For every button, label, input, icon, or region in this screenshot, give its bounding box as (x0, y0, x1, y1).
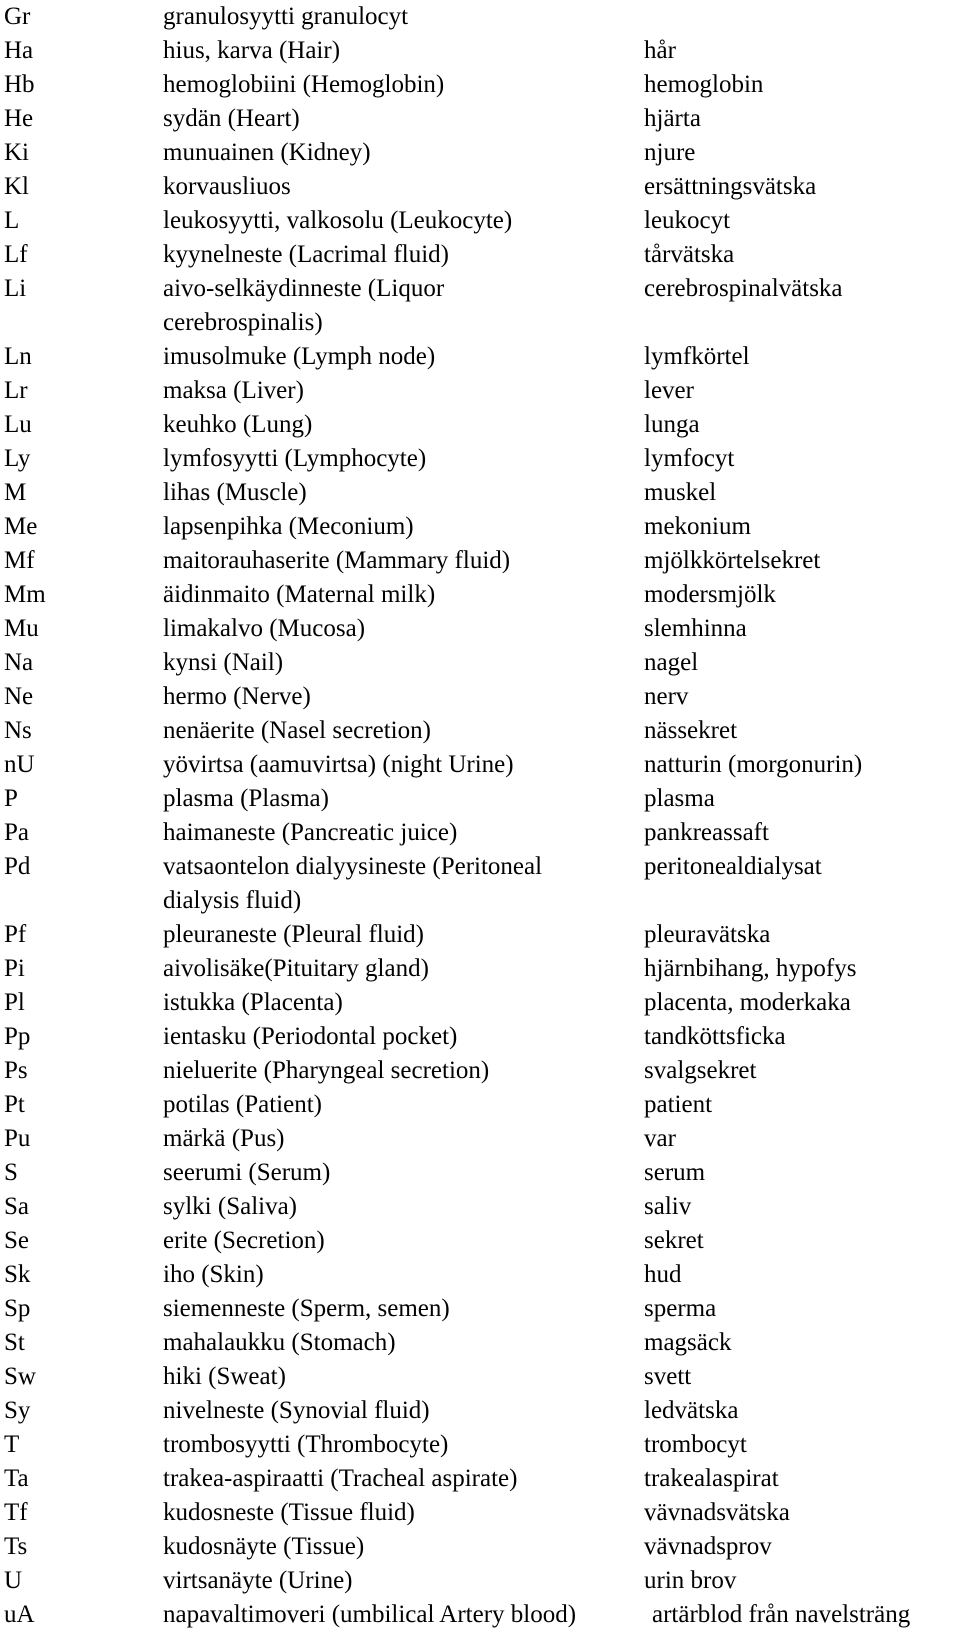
swedish-term: var (644, 1125, 676, 1152)
finnish-term: lymfosyytti (Lymphocyte) (163, 445, 427, 472)
finnish-term: sydän (Heart) (163, 105, 300, 132)
swedish-term: hjärta (644, 105, 701, 132)
finnish-term: sylki (Saliva) (163, 1193, 298, 1220)
finnish-term: kynsi (Nail) (163, 649, 284, 676)
swedish-term: saliv (644, 1193, 692, 1220)
finnish-term: mahalaukku (Stomach) (163, 1329, 396, 1356)
swedish-term: placenta, moderkaka (644, 989, 851, 1016)
abbreviation-code: Pu (4, 1125, 31, 1152)
table-row (0, 1360, 960, 1394)
table-row (0, 238, 960, 272)
table-row (0, 0, 960, 34)
swedish-term: mjölkkörtelsekret (644, 547, 821, 574)
abbreviation-code: He (4, 105, 34, 132)
table-row (0, 340, 960, 374)
finnish-term: lihas (Muscle) (163, 479, 307, 506)
table-row (0, 850, 960, 918)
table-row (0, 1088, 960, 1122)
table-row (0, 204, 960, 238)
table-row (0, 1020, 960, 1054)
table-row (0, 68, 960, 102)
finnish-term: märkä (Pus) (163, 1125, 285, 1152)
table-row (0, 442, 960, 476)
swedish-term: hjärnbihang, hypofys (644, 955, 857, 982)
swedish-term: hud (644, 1261, 682, 1288)
abbreviation-code: Mm (4, 581, 46, 608)
abbreviation-code: Sw (4, 1363, 36, 1390)
finnish-term: maksa (Liver) (163, 377, 304, 404)
table-row (0, 1394, 960, 1428)
swedish-term: ersättningsvätska (644, 173, 817, 200)
swedish-term: artärblod från navelsträng (652, 1601, 911, 1628)
abbreviation-code: Tf (4, 1499, 28, 1526)
abbreviation-code: Se (4, 1227, 29, 1254)
swedish-term: trakealaspirat (644, 1465, 779, 1492)
finnish-term: leukosyytti, valkosolu (Leukocyte) (163, 207, 513, 234)
swedish-term: sperma (644, 1295, 717, 1322)
abbreviation-code: nU (4, 751, 35, 778)
finnish-term: istukka (Placenta) (163, 989, 343, 1016)
abbreviation-code: Ta (4, 1465, 29, 1492)
finnish-term: nenäerite (Nasel secretion) (163, 717, 431, 744)
finnish-term: trakea-aspiraatti (Tracheal aspirate) (163, 1465, 518, 1492)
finnish-term: siemenneste (Sperm, semen) (163, 1295, 450, 1322)
swedish-term: vävnadsvätska (644, 1499, 790, 1526)
table-row (0, 646, 960, 680)
table-row (0, 408, 960, 442)
swedish-term: pleuravätska (644, 921, 771, 948)
table-row (0, 34, 960, 68)
finnish-term: ientasku (Periodontal pocket) (163, 1023, 458, 1050)
table-row (0, 510, 960, 544)
finnish-term: hemoglobiini (Hemoglobin) (163, 71, 445, 98)
abbreviation-code: U (4, 1567, 23, 1594)
table-row (0, 680, 960, 714)
swedish-term: vävnadsprov (644, 1533, 772, 1560)
abbreviation-code: T (4, 1431, 20, 1458)
finnish-term: haimaneste (Pancreatic juice) (163, 819, 458, 846)
abbreviation-code: Ln (4, 343, 32, 370)
abbreviation-code: Sa (4, 1193, 29, 1220)
swedish-term: slemhinna (644, 615, 747, 642)
swedish-term: plasma (644, 785, 715, 812)
swedish-term: leukocyt (644, 207, 731, 234)
swedish-term: natturin (morgonurin) (644, 751, 863, 778)
abbreviation-code: Ki (4, 139, 29, 166)
abbreviation-code: Lu (4, 411, 32, 438)
swedish-term: urin brov (644, 1567, 737, 1594)
finnish-term: napavaltimoveri (umbilical Artery blood) (163, 1601, 577, 1628)
abbreviation-code: Ps (4, 1057, 28, 1084)
finnish-term: kyynelneste (Lacrimal fluid) (163, 241, 449, 268)
swedish-term: tandköttsficka (644, 1023, 786, 1050)
table-row (0, 1258, 960, 1292)
table-row (0, 1224, 960, 1258)
swedish-term: patient (644, 1091, 713, 1118)
table-row (0, 1190, 960, 1224)
finnish-term: potilas (Patient) (163, 1091, 322, 1118)
finnish-term: maitorauhaserite (Mammary fluid) (163, 547, 511, 574)
abbreviation-code: M (4, 479, 27, 506)
abbreviation-code: Mu (4, 615, 39, 642)
finnish-term: trombosyytti (Thrombocyte) (163, 1431, 449, 1458)
finnish-term: aivolisäke(Pituitary gland) (163, 955, 429, 982)
swedish-term: lever (644, 377, 694, 404)
finnish-term: plasma (Plasma) (163, 785, 329, 812)
finnish-term: vatsaontelon dialyysineste (Peritoneal dialysis fluid) (163, 853, 543, 914)
finnish-term: virtsanäyte (Urine) (163, 1567, 353, 1594)
table-row (0, 748, 960, 782)
abbreviation-code: Me (4, 513, 38, 540)
table-row (0, 952, 960, 986)
finnish-term: korvausliuos (163, 173, 291, 200)
finnish-term: lapsenpihka (Meconium) (163, 513, 414, 540)
table-row (0, 1156, 960, 1190)
table-row (0, 1292, 960, 1326)
swedish-term: magsäck (644, 1329, 732, 1356)
abbreviation-code: Ts (4, 1533, 28, 1560)
finnish-term: granulosyytti granulocyt (163, 3, 409, 30)
abbreviation-code: Na (4, 649, 34, 676)
abbreviation-code: St (4, 1329, 25, 1356)
swedish-term: sekret (644, 1227, 704, 1254)
abbreviation-code: Ne (4, 683, 34, 710)
swedish-term: pankreassaft (644, 819, 769, 846)
table-row (0, 374, 960, 408)
abbreviation-code: Sy (4, 1397, 31, 1424)
finnish-term: imusolmuke (Lymph node) (163, 343, 436, 370)
table-row (0, 1122, 960, 1156)
swedish-term: hår (644, 37, 676, 64)
abbreviation-code: Ns (4, 717, 32, 744)
abbreviation-code: Hb (4, 71, 35, 98)
table-row (0, 544, 960, 578)
abbreviation-code: Mf (4, 547, 35, 574)
table-row (0, 170, 960, 204)
finnish-term: kudosnäyte (Tissue) (163, 1533, 365, 1560)
abbreviation-code: Pa (4, 819, 29, 846)
table-row (0, 1326, 960, 1360)
abbreviation-code: Pi (4, 955, 25, 982)
abbreviation-code: Pl (4, 989, 25, 1016)
swedish-term: svett (644, 1363, 692, 1390)
swedish-term: nässekret (644, 717, 738, 744)
table-row (0, 1496, 960, 1530)
abbreviation-code: Lr (4, 377, 28, 404)
finnish-term: nivelneste (Synovial fluid) (163, 1397, 430, 1424)
finnish-term: keuhko (Lung) (163, 411, 313, 438)
table-row (0, 476, 960, 510)
finnish-term: munuainen (Kidney) (163, 139, 371, 166)
table-row (0, 612, 960, 646)
abbreviation-code: Li (4, 275, 27, 302)
finnish-term: kudosneste (Tissue fluid) (163, 1499, 415, 1526)
table-row (0, 578, 960, 612)
table-row (0, 272, 960, 340)
abbreviation-code: Pd (4, 853, 31, 880)
table-row (0, 782, 960, 816)
abbreviation-code: S (4, 1159, 18, 1186)
abbreviation-code: Sk (4, 1261, 31, 1288)
swedish-term: svalgsekret (644, 1057, 757, 1084)
swedish-term: trombocyt (644, 1431, 747, 1458)
abbreviation-code: Ha (4, 37, 34, 64)
table-row (0, 1530, 960, 1564)
swedish-term: serum (644, 1159, 706, 1186)
table-row (0, 918, 960, 952)
abbreviation-code: Lf (4, 241, 28, 268)
abbreviation-code: Pp (4, 1023, 31, 1050)
finnish-term: erite (Secretion) (163, 1227, 325, 1254)
table-row (0, 1462, 960, 1496)
swedish-term: nerv (644, 683, 689, 710)
swedish-term: nagel (644, 649, 699, 676)
abbreviation-code: Pt (4, 1091, 25, 1118)
table-row (0, 1564, 960, 1598)
finnish-term: hiki (Sweat) (163, 1363, 286, 1390)
swedish-term: muskel (644, 479, 717, 506)
abbreviation-code: P (4, 785, 18, 812)
abbreviation-code: uA (4, 1601, 35, 1628)
table-row (0, 102, 960, 136)
swedish-term: lunga (644, 411, 700, 438)
abbreviation-code: Ly (4, 445, 31, 472)
swedish-term: ledvätska (644, 1397, 739, 1424)
abbreviation-code: Sp (4, 1295, 31, 1322)
swedish-term: tårvätska (644, 241, 735, 268)
swedish-term: njure (644, 139, 696, 166)
abbreviation-code: Gr (4, 3, 31, 30)
swedish-term: peritonealdialysat (644, 853, 822, 880)
finnish-term: äidinmaito (Maternal milk) (163, 581, 436, 608)
table-row (0, 1428, 960, 1462)
finnish-term: hius, karva (Hair) (163, 37, 341, 64)
finnish-term: nieluerite (Pharyngeal secretion) (163, 1057, 490, 1084)
finnish-term: iho (Skin) (163, 1261, 264, 1288)
finnish-term: hermo (Nerve) (163, 683, 311, 710)
swedish-term: mekonium (644, 513, 751, 540)
finnish-term: aivo-selkäydinneste (Liquor cerebrospinalis) (163, 275, 445, 336)
finnish-term: seerumi (Serum) (163, 1159, 331, 1186)
table-row (0, 1054, 960, 1088)
table-row (0, 816, 960, 850)
abbreviation-code: Pf (4, 921, 27, 948)
swedish-term: hemoglobin (644, 71, 764, 98)
table-row (0, 714, 960, 748)
finnish-term: limakalvo (Mucosa) (163, 615, 366, 642)
swedish-term: lymfkörtel (644, 343, 750, 370)
swedish-term: lymfocyt (644, 445, 735, 472)
abbreviation-code: Kl (4, 173, 29, 200)
swedish-term: modersmjölk (644, 581, 776, 608)
abbreviation-code: L (4, 207, 20, 234)
finnish-term: yövirtsa (aamuvirtsa) (night Urine) (163, 751, 514, 778)
swedish-term: cerebrospinalvätska (644, 275, 843, 302)
finnish-term: pleuraneste (Pleural fluid) (163, 921, 425, 948)
table-row (0, 136, 960, 170)
table-row (0, 986, 960, 1020)
